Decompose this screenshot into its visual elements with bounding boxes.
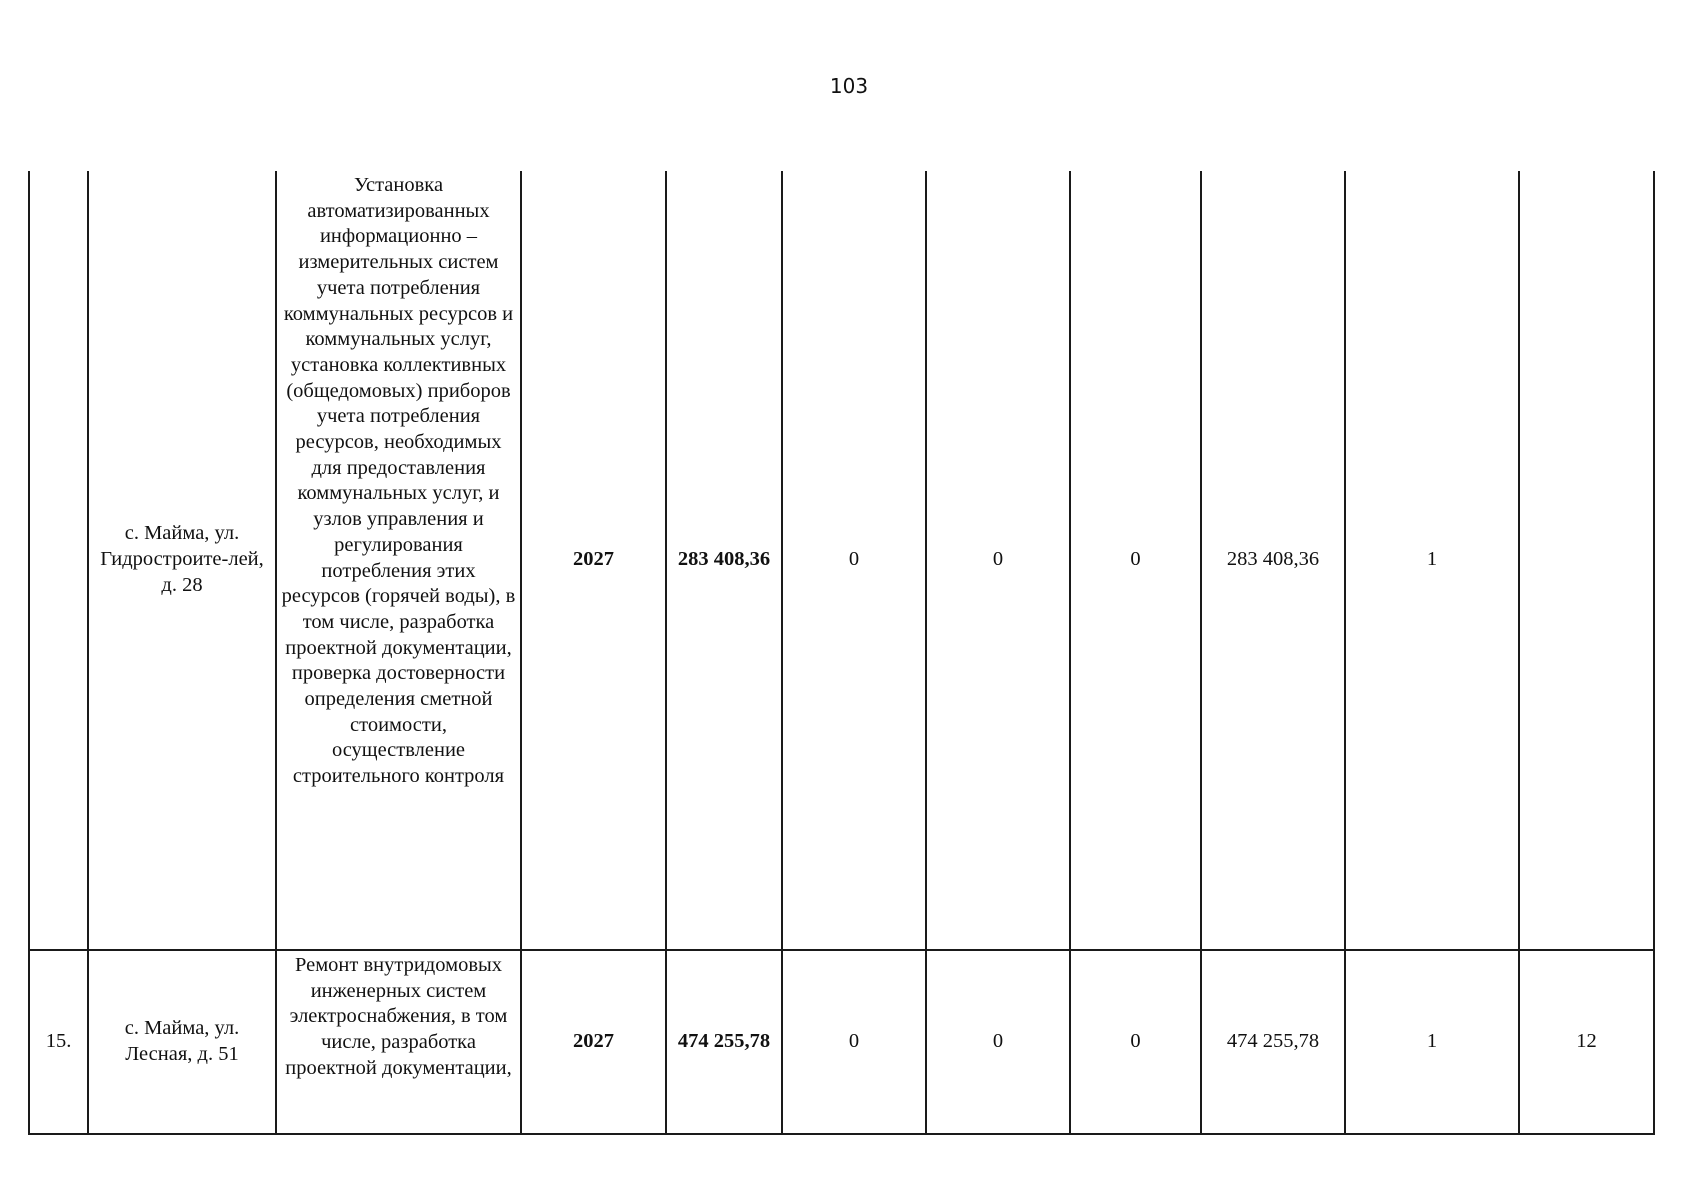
value-cell-4: 283 408,36 (1201, 171, 1345, 950)
address-cell: с. Майма, ул. Гидростроите-лей, д. 28 (88, 171, 276, 950)
value-cell-4: 474 255,78 (1201, 950, 1345, 1134)
value-cell-6 (1519, 171, 1654, 950)
page-number: 103 (829, 74, 869, 98)
work-description-cell: Ремонт внутридомовых инженерных систем электроснабжения, в том числе, разработка проектной документации, (276, 950, 521, 1134)
value-cell-6: 12 (1519, 950, 1654, 1134)
total-cost-cell: 283 408,36 (666, 171, 782, 950)
year-cell: 2027 (521, 950, 666, 1134)
row-number-cell: 15. (29, 950, 88, 1134)
value-cell-1: 0 (782, 950, 926, 1134)
address-cell: с. Майма, ул. Лесная, д. 51 (88, 950, 276, 1134)
value-cell-5: 1 (1345, 171, 1519, 950)
total-cost-cell: 474 255,78 (666, 950, 782, 1134)
row-number-cell (29, 171, 88, 950)
works-table (28, 171, 1655, 1135)
table-row (29, 171, 1654, 950)
value-cell-3: 0 (1070, 950, 1201, 1134)
value-cell-1: 0 (782, 171, 926, 950)
work-description-cell: Установка автоматизированных информационно – измерительных систем учета потребления коммунальных ресурсов и коммунальных услуг, установка коллективных (общедомовых) приборов учета потребления ресурсов, необходимых для предоставления коммунальных услуг, и узлов управления и регулирования потребления этих ресурсов (горячей воды), в том числе, разработка проектной документации, проверка достоверности определения сметной стоимости, осуществление строительного контроля (276, 171, 521, 950)
value-cell-2: 0 (926, 950, 1070, 1134)
year-cell: 2027 (521, 171, 666, 950)
value-cell-2: 0 (926, 171, 1070, 950)
table-row (29, 950, 1654, 1134)
value-cell-3: 0 (1070, 171, 1201, 950)
value-cell-5: 1 (1345, 950, 1519, 1134)
